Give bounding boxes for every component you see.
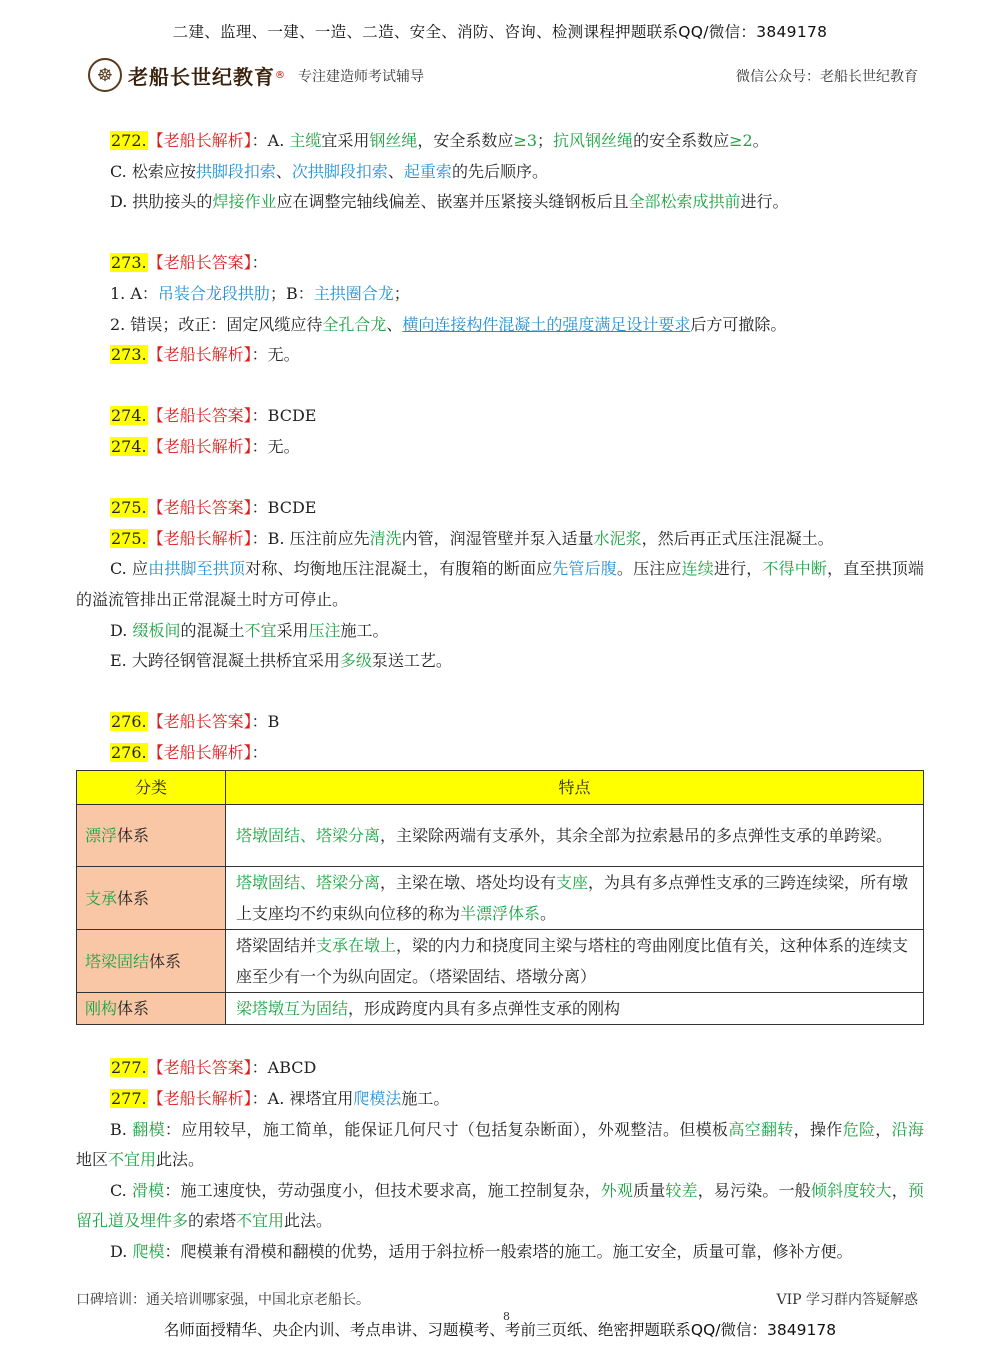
- table-cell-feature: 梁塔墩互为固结，形成跨度内具有多点弹性支承的刚构: [226, 993, 924, 1025]
- q273-answer-line2: 2. 错误；改正：固定风缆应待全孔合龙、横向连接构件混凝土的强度满足设计要求后方可撤除。: [110, 314, 787, 334]
- table-row: [77, 930, 924, 993]
- q273-explanation: 273.【老船长解析】：无。: [111, 345, 300, 365]
- table-cell-feature: 塔墩固结、塔梁分离，主梁除两端有支承外，其余全部为拉索悬吊的多点弹性支承的单跨梁。: [226, 805, 924, 867]
- q277-answer: 277.【老船长答案】：ABCD: [111, 1058, 317, 1078]
- q274-explanation: 274.【老船长解析】：无。: [111, 436, 300, 456]
- answer-tag: 【老船长答案】: [147, 253, 252, 273]
- ship-wheel-icon: ☸: [88, 58, 122, 92]
- q275-explanation-line2: C. 应由拱脚至拱顶对称、均衡地压注混凝土，有腹箱的断面应先管后腹。压注应连续进行，不得中断，直至拱顶端的溢流管排出正常混凝土时方可停止。: [76, 559, 924, 609]
- q272-explanation-line1: 272.【老船长解析】：A. 主缆宜采用钢丝绳，安全系数应≥3；抗风钢丝绳的安全系数应≥2。: [111, 131, 769, 150]
- table-cell-category: 漂浮体系: [77, 805, 226, 867]
- table-cell-category: 塔梁固结体系: [77, 930, 226, 993]
- table-cell-category: 支承体系: [77, 867, 226, 930]
- logo-text: 老船长世纪教育: [128, 64, 275, 89]
- q276-answer: 276.【老船长答案】：B: [111, 712, 280, 732]
- table-row: [77, 993, 924, 1025]
- logo: [88, 58, 285, 92]
- q273-answer-line1: 1. A：吊装合龙段拱肋；B：主拱圈合龙；: [110, 283, 410, 303]
- question-number: 273.: [111, 253, 147, 273]
- q273-answer: 273.【老船长答案】：: [111, 253, 268, 273]
- footer-vip-note: VIP 学习群内答疑解惑: [776, 1292, 918, 1308]
- q274-answer: 274.【老船长答案】：BCDE: [111, 406, 317, 426]
- q272-explanation-line3: D. 拱肋接头的焊接作业应在调整完轴线偏差、嵌塞并压紧接头缝钢板后且全部松索成拱前进行。: [110, 192, 789, 212]
- header-wechat: 微信公众号：老船长世纪教育: [736, 69, 918, 85]
- document-body: [76, 126, 924, 1268]
- q277-explanation-line1: 277.【老船长解析】：A. 裸塔宜用爬模法施工。: [111, 1089, 450, 1109]
- q277-explanation-line3: C. 滑模：施工速度快，劳动强度小，但技术要求高，施工控制复杂，外观质量较差，易污染。一般倾斜度较大，预留孔道及埋件多的索塔不宜用此法。: [76, 1180, 924, 1231]
- q275-answer: 275.【老船长答案】：BCDE: [111, 498, 317, 518]
- q275-explanation-line4: E. 大跨径钢管混凝土拱桥宜采用多级泵送工艺。: [110, 651, 452, 671]
- explanation-tag: 【老船长解析】: [147, 131, 252, 150]
- cable-stayed-system-table: [76, 770, 924, 1025]
- top-banner: 二建、监理、一建、一造、二造、安全、消防、咨询、检测课程押题联系QQ/微信：3849178: [172, 23, 828, 41]
- q275-explanation-line3: D. 缀板间的混凝土不宜采用压注施工。: [110, 620, 389, 640]
- registered-mark: ®: [275, 69, 285, 81]
- q277-explanation-line2: B. 翻模：应用较早，施工简单，能保证几何尺寸（包括复杂断面），外观整洁。但模板高空翻转，操作危险，沿海地区不宜用此法。: [76, 1119, 924, 1170]
- q275-explanation-line1: 275.【老船长解析】：B. 压注前应先清洗内管，润湿管壁并泵入适量水泥浆，然后再正式压注混凝土。: [111, 528, 834, 548]
- table-row: [77, 867, 924, 930]
- table-cell-category: 刚构体系: [77, 993, 226, 1025]
- footer-slogan: 口碑培训：通关培训哪家强，中国北京老船长。: [76, 1292, 370, 1308]
- page-header: [88, 56, 918, 98]
- page-number: 8: [503, 1310, 510, 1323]
- table-cell-feature: 塔墩固结、塔梁分离，主梁在墩、塔处均设有支座，为具有多点弹性支承的三跨连续梁，所有墩上支座均不约束纵向位移的称为半漂浮体系。: [226, 867, 924, 930]
- q276-explanation: 276.【老船长解析】：: [111, 742, 268, 762]
- question-number: 272.: [111, 131, 147, 150]
- table-header-feature: 特点: [226, 771, 924, 805]
- header-slogan: 专注建造师考试辅导: [298, 69, 424, 85]
- bottom-banner: 名师面授精华、央企内训、考点串讲、习题模考、考前三页纸、绝密押题联系QQ/微信：3849178: [163, 1321, 837, 1339]
- table-header-category: 分类: [77, 771, 226, 805]
- table-cell-feature: 塔梁固结并支承在墩上，梁的内力和挠度同主梁与塔柱的弯曲刚度比值有关，这种体系的连续支座至少有一个为纵向固定。（塔梁固结、塔墩分离）: [226, 930, 924, 993]
- table-row: [77, 805, 924, 867]
- table-header-row: [77, 771, 924, 805]
- q277-explanation-line4: D. 爬模：爬模兼有滑模和翻模的优势，适用于斜拉桥一般索塔的施工。施工安全，质量可靠，修补方便。: [110, 1242, 853, 1262]
- q272-explanation-line2: C. 松索应按拱脚段扣索、次拱脚段扣索、起重索的先后顺序。: [110, 161, 548, 181]
